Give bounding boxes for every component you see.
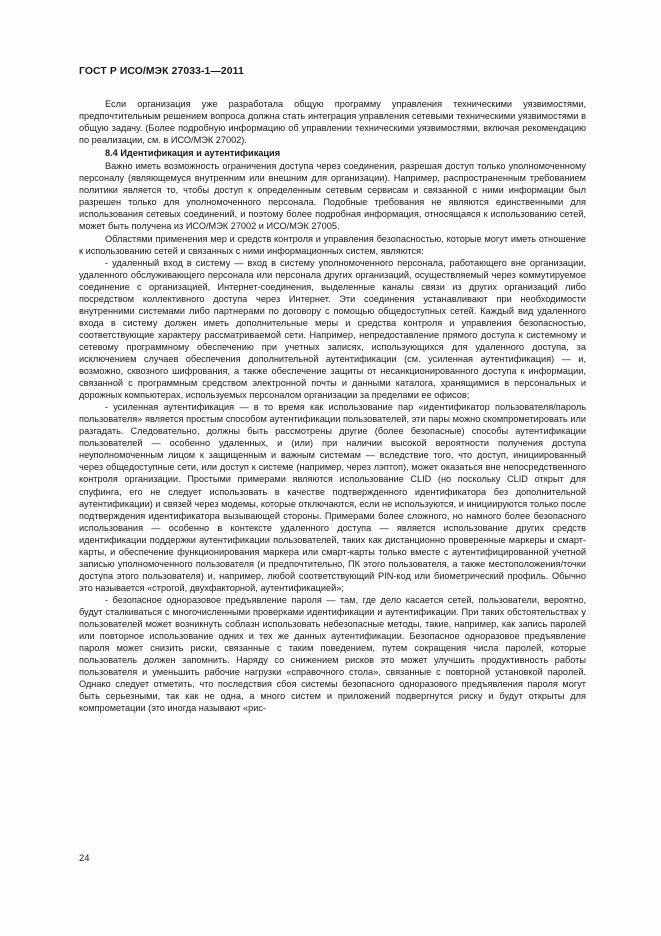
list-item-remote-login: - удаленный вход в систему — вход в систему уполномоченного персонала, работающего вне организации, удаленного обслуживающего персонала или персонала других организаций, осуществляемый через коммутируемое соединение с организацией, Интернет-соединения, выделенные каналы связи из других организаций либо посредством коллективного доступа через Интернет. Эти соединения устанавливают при необходимости внутренними системами либо партнерами по договору с помощью общедоступных сетей. Каждый вид удаленного входа в систему должен иметь дополнительные меры и средства контроля и управления безопасностью, соответствующие характеру рассматриваемой сети. Например, непредоставление прямого доступа к системному и сетевому программному обеспечению при учетных записях, использующихся для удаленного доступа, за исключением случаев обеспечения дополнительной аутентификации (см. усиленная аутентификация) — и, возможно, сквозного шифрования, а также обеспечение защиты от несанкционированного доступа к информации, связанной с программным средством электронной почты и данными каталога, хранящимися в персональных и дорожных компьютерах, используемых персоналом организации за пределами ее офисов; <box>79 257 586 401</box>
paragraph-control-areas: Областями применения мер и средств контроля и управления безопасностью, которые могут иметь отношение к использованию сетей и связанных с ними информационных систем, являются: <box>79 233 586 256</box>
list-item-single-sign-on: - безопасное одноразовое предъявление пароля — там, где дело касается сетей, пользователи, вероятно, будут сталкиваться с многочисленными проверками идентификации и аутентификации. При таких обстоятельствах у пользователей может возникнуть соблазн использовать небезопасные методы, такие, например, как запись паролей или повторное использование одних и тех же данных аутентификации. Безопасное одноразовое предъявление пароля может снизить риски, связанные с таким поведением, путем сокращения числа паролей, которые пользователь должен запомнить. Наряду со снижением рисков это может улучшить продуктивность работы пользователя и уменьшить рабочие нагрузки «справочного стола», связанные с повторной установкой паролей. Однако следует отметить, что последствия сбоя системы безопасного одноразового предъявления пароля могут быть серьезными, так как не одна, а много систем и приложений подвергнутся риску и будут открыты для компрометации (это иногда называют «рис- <box>79 594 586 714</box>
document-body <box>79 98 586 714</box>
section-heading: 8.4 Идентификация и аутентификация <box>105 148 281 159</box>
page-number: 24 <box>79 852 90 863</box>
list-item-strong-authentication: - усиленная аутентификация — в то время как использование пар «идентификатор пользователя/пароль пользователя» является простым способом аутентификации пользователей, эти пары можно скомпрометировать или разгадать. Следовательно, должны быть рассмотрены другие (более безопасные) способы аутентификации пользователей — особенно удаленных, и (или) при наличии высокой вероятности получения доступа неуполномоченным лицом к защищенным и важным системам — вследствие того, что доступ, инициированный через общедоступные сети, или доступ к системе (например, через лэптоп), может оказаться вне непосредственного контроля организации. Простыми примерами являются использование CLID (но поскольку CLID открыт для спуфинга, его не следует использовать в качестве подтвержденного идентификатора без дополнительной аутентификации) и связей через модемы, которые отключаются, если не используются, и инициируются только после подтверждения идентификатора вызывающей стороны. Примерами более сложного, но намного более безопасного использования — особенно в контексте удаленного доступа — является использование других средств идентификации поддержки аутентификации пользователей, таких как дистанционно проверенные маркеры и смарт-карты, и обеспечение функционирования маркера или смарт-карты только вместе с аутентифицированной учетной записью уполномоченного пользователя (и предпочтительно, ПК этого пользователя, а также местоположения/точки доступа этого пользователя) и, например, любой соответствующий PIN-код или биометрический профиль. Обычно это называется «строгой, двухфакторной, аутентификацией»; <box>79 402 586 593</box>
paragraph-vulnerability-management: Если организация уже разработала общую программу управления техническими уязвимостями, предпочтительным решением вопроса должна стать интеграция управления сетевыми техническими уязвимостями в общую задачу. (Более подробную информацию об управлении техническими уязвимостями, включая рекомендацию по реализации, см. в ИСО/МЭК 27002). <box>79 99 586 146</box>
document-header: ГОСТ Р ИСО/МЭК 27033-1—2011 <box>79 66 244 77</box>
paragraph-access-restriction: Важно иметь возможность ограничения доступа через соединения, разрешая доступ только уполномоченному персоналу (являющемуся внутренним или внешним для организации). Например, распространенным требованием политики является то, чтобы доступ к определенным сетевым сервисам и связанной с ними информации был разрешен только для уполномоченного персонала. Подобные требования не являются единственными для использования сетевых соединений, и поэтому более подробная информация, относящаяся к использованию сетей, может быть получена из ИСО/МЭК 27002 и ИСО/МЭК 27005. <box>79 161 586 232</box>
